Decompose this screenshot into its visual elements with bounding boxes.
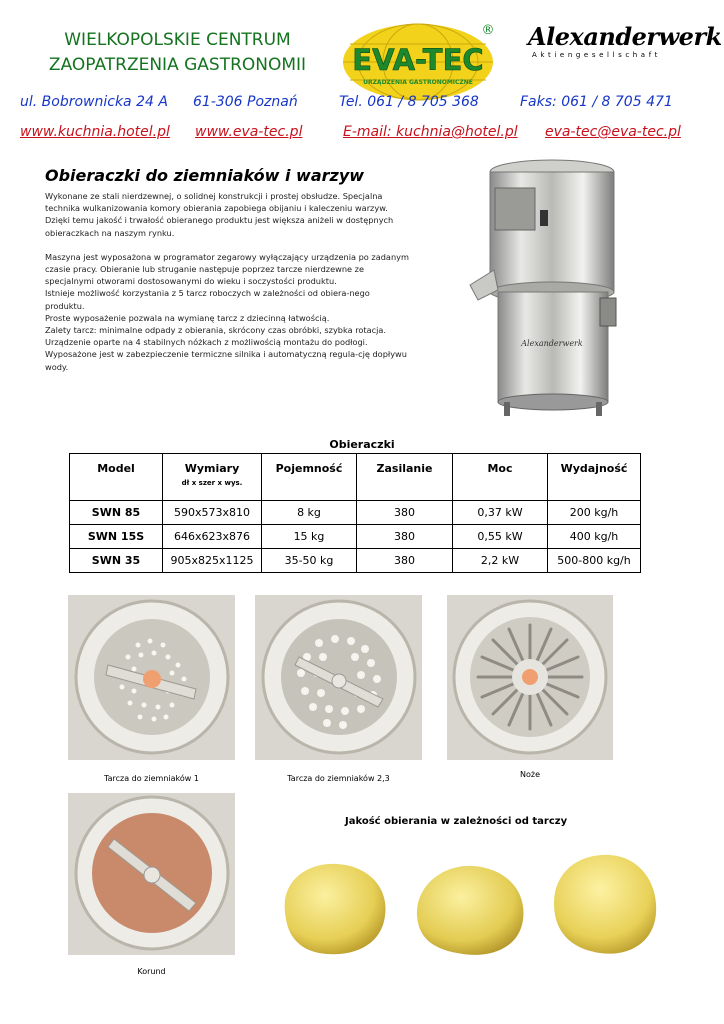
column-header: Pojemność [262, 454, 357, 501]
website-link-kuchnia[interactable]: www.kuchnia.hotel.pl [20, 124, 170, 140]
potato-photo [267, 850, 399, 962]
table-cell: 380 [357, 501, 453, 525]
specifications-table [69, 453, 641, 573]
city-address: 61-306 Poznań [193, 94, 298, 110]
column-header-label: Wymiary [184, 462, 240, 475]
table-cell: SWN 15S [70, 525, 163, 549]
knives-caption: Noże [520, 770, 540, 779]
desc-paragraph: Maszyna jest wyposażona w programator zegarowy wyłączający urządzenia po zadanym czasie pracy. Obieranie lub struganie następuje poprzez tarcze nierdzewne ze specjalnymi otworami dostosowanymi do wieku i soczystości produktu. [45, 251, 409, 287]
disc-1-photo [68, 595, 235, 760]
table-cell: 590x573x810 [163, 501, 262, 525]
peeler-machine-photo [460, 150, 635, 425]
disc-1-caption: Tarcza do ziemniaków 1 [104, 774, 199, 783]
desc-paragraph: Wyposażone jest w zabezpieczenie termiczne silnika i automatyczną regula-cję dopływu wody. [45, 349, 407, 372]
knives-photo [447, 595, 613, 760]
table-cell: 500-800 kg/h [548, 549, 641, 573]
table-cell: 380 [357, 549, 453, 573]
desc-paragraph: Wykonane ze stali nierdzewnej, o solidnej konstrukcji i prostej obsłudze. Specjalna technika wulkanizowania komory obierania zapobiega obijaniu i kaleczeniu warzyw. Dzięki temu jakość i trwałość obieranego produktu jest większa aniżeli w dostępnych obieraczkach na naszym rynku. [45, 191, 394, 238]
street-address: ul. Bobrownicka 24 A [20, 94, 168, 110]
eva-tec-logo [340, 20, 496, 102]
article-description [45, 190, 410, 373]
disc-23-caption: Tarcza do ziemniaków 2,3 [287, 774, 390, 783]
dimensions-subheader: dł x szer x wys. [181, 479, 243, 487]
registered-mark: ® [481, 23, 495, 38]
alexanderwerk-logo [528, 22, 722, 72]
desc-paragraph: Zalety tarcz: minimalne odpady z obierania, skrócony czas obróbki, szybka rotacja. [45, 325, 387, 336]
machine-brand-label: Alexanderwerk [521, 339, 583, 348]
table-cell: SWN 85 [70, 501, 163, 525]
table-row [70, 549, 641, 573]
phone-number: Tel. 061 / 8 705 368 [339, 94, 479, 110]
table-cell: 400 kg/h [548, 525, 641, 549]
quality-title: Jakość obierania w zależności od tarczy [345, 816, 568, 827]
potato-photo [405, 850, 535, 962]
fax-number: Faks: 061 / 8 705 471 [520, 94, 673, 110]
table-cell: 905x825x1125 [163, 549, 262, 573]
table-cell: 35-50 kg [262, 549, 357, 573]
brand-name: Alexanderwerk [528, 22, 722, 51]
table-cell: 0,37 kW [453, 501, 548, 525]
company-name-line1: WIELKOPOLSKIE CENTRUM [64, 30, 291, 50]
logo-text: EVA-TEC [352, 43, 484, 77]
korund-photo [68, 793, 235, 955]
table-caption: Obieraczki [329, 438, 395, 451]
table-cell: 8 kg [262, 501, 357, 525]
table-header-row [70, 454, 641, 501]
table-row [70, 525, 641, 549]
column-header [163, 454, 262, 501]
disc-23-photo [255, 595, 422, 760]
potato-photo [540, 843, 670, 963]
email-link-evatec[interactable]: eva-tec@eva-tec.pl [545, 124, 681, 140]
table-cell: SWN 35 [70, 549, 163, 573]
logo-subtitle: URZĄDZENIA GASTRONOMICZNE [363, 79, 473, 86]
column-header: Wydajność [548, 454, 641, 501]
email-link-kuchnia[interactable]: E-mail: kuchnia@hotel.pl [343, 124, 518, 140]
table-cell: 200 kg/h [548, 501, 641, 525]
korund-caption: Korund [137, 967, 166, 976]
table-cell: 15 kg [262, 525, 357, 549]
company-name-line2: ZAOPATRZENIA GASTRONOMII [48, 55, 307, 75]
table-cell: 0,55 kW [453, 525, 548, 549]
desc-paragraph: Urządzenie oparte na 4 stabilnych nóżkach z możliwością montażu do podłogi. [45, 337, 368, 348]
company-name [20, 28, 335, 78]
desc-paragraph: Istnieje możliwość korzystania z 5 tarcz roboczych w zależności od obiera-nego produktu. [45, 288, 370, 311]
website-link-evatec[interactable]: www.eva-tec.pl [195, 124, 303, 140]
table-row [70, 501, 641, 525]
article-title: Obieraczki do ziemniaków i warzyw [45, 166, 365, 185]
column-header: Moc [453, 454, 548, 501]
desc-paragraph: Proste wyposażenie pozwala na wymianę tarcz z dziecinną łatwością. [45, 312, 330, 323]
table-cell: 646x623x876 [163, 525, 262, 549]
column-header: Model [70, 454, 163, 501]
table-cell: 380 [357, 525, 453, 549]
table-cell: 2,2 kW [453, 549, 548, 573]
column-header: Zasilanie [357, 454, 453, 501]
brand-subtitle: Aktiengesellschaft [532, 51, 661, 59]
